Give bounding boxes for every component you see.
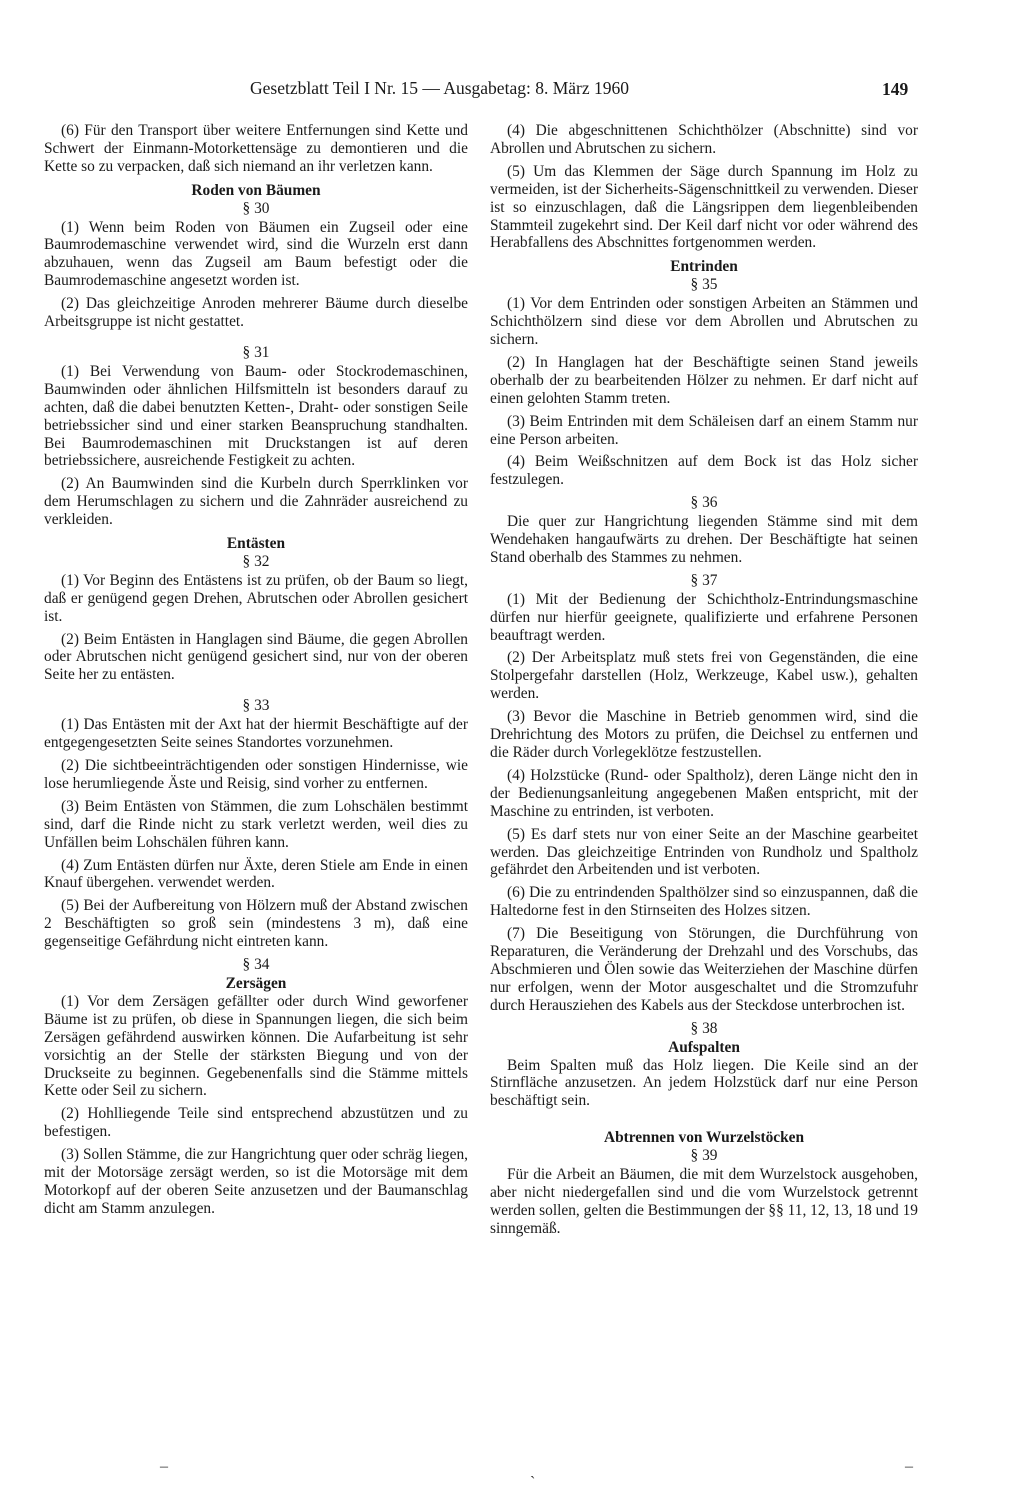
page-number: 149 [882,79,909,99]
paragraph: (2) Beim Entästen in Hanglagen sind Bäume, die gegen Abrollen oder Abrutschen nicht genügend gesichert sind, nur von der oberen Seite her zu entästen. [44,630,468,684]
left-column [44,122,468,1223]
section-heading: Roden von Bäumen [191,181,321,199]
paragraph: (3) Bevor die Maschine in Betrieb genommen wird, sind die Drehrichtung des Motors zu prüfen, die Deichsel zu entfernen und die Räder durch Vorlegeklötze festzustellen. [490,708,918,761]
paragraph: (2) Der Arbeitsplatz muß stets frei von Gegenständen, die eine Stolpergefahr darstellen (Holz, Werkzeuge, Kabel usw.), gehalten werden. [490,649,918,703]
scan-artifact: ˎ [530,1462,536,1479]
scan-artifact: – [905,1458,913,1475]
section-heading: Entrinden [670,258,738,276]
section-number: § 37 [690,571,718,589]
paragraph: (4) Die abgeschnittenen Schichthölzer (Abschnitte) sind vor Abrollen und Abrutschen zu sichern. [490,122,918,157]
paragraph: (2) An Baumwinden sind die Kurbeln durch Sperrklinken vor dem Herumschlagen zu sichern und die Zahnräder ausreichend zu verkleiden. [44,475,468,529]
section-number: § 39 [690,1147,718,1165]
paragraph: (1) Das Entästen mit der Axt hat der hiermit Beschäftigte auf der entgegengesetzten Seite seines Standortes vorzunehmen. [44,716,468,752]
paragraph: Beim Spalten muß das Holz liegen. Die Keile sind an der Stirnfläche anzusetzen. An jedem Holzstück darf nur eine Person beschäftigt sein. [490,1056,918,1110]
paragraph: (1) Mit der Bedienung der Schichtholz-Entrindungsmaschine dürfen nur hierfür geeignete, qualifizierte und erfahrene Personen beauftragt werden. [490,590,918,644]
paragraph: (3) Beim Entrinden mit dem Schäleisen darf an einem Stamm nur eine Person arbeiten. [490,412,918,448]
paragraph: (5) Es darf stets nur von einer Seite an der Maschine gearbeitet werden. Das gleichzeitige Entrinden von Rundholz und Spaltholz gefährdet den Arbeitenden und ist verboten. [490,825,918,879]
section-number: § 34 [242,956,270,974]
section-number: § 30 [242,199,270,217]
paragraph: (2) Hohlliegende Teile sind entsprechend abzustützen und zu befestigen. [44,1105,468,1141]
paragraph: Für die Arbeit an Bäumen, die mit dem Wurzelstock ausgehoben, aber nicht niedergefallen sind und die vom Wurzelstock getrennt werden sollen, gelten die Bestimmungen der §§ 11, 12, 13, 18 und 19 sinngemäß. [490,1166,918,1237]
section-number: § 35 [690,276,718,294]
paragraph: (4) Holzstücke (Rund- oder Spaltholz), deren Länge nicht den in der Bedienungsanleitung angegebenen Maßen entspricht, mit der Maschine zu entrinden, ist verboten. [490,766,918,820]
paragraph: (5) Um das Klemmen der Säge durch Spannung im Holz zu vermeiden, ist der Sicherheits-Sägenschnittkeil zu verwenden. Dieser ist so einzuschlagen, daß die Längsrippen dem liegenbleibenden Stammteil zugekehrt sind. Der Keil darf nicht vor oder während des Herabfallens des Abschnittes fortgenommen werden. [490,162,918,252]
running-header: Gesetzblatt Teil I Nr. 15 — Ausgabetag: 8. März 1960 [250,78,629,98]
paragraph: (3) Sollen Stämme, die zur Hangrichtung quer oder schräg liegen, mit der Motorsäge zersägt werden, so ist die Motorsäge mit dem Motorkopf auf der oberen Seite anzusetzen und der Baumanschlag dicht am Stamm anzulegen. [44,1146,468,1217]
paragraph: (1) Bei Verwendung von Baum- oder Stockrodemaschinen, Baumwinden oder ähnlichen Hilfsmitteln ist besonders darauf zu achten, daß die dabei benutzten Ketten-, Draht- oder sonstigen Seile betriebssicher sind und einer starken Beanspruchung standhalten. Bei Baumrodemaschinen mit Druckstangen ist auf deren betriebssichere, ausreichende Festigkeit zu achten. [44,362,468,470]
paragraph: (1) Wenn beim Roden von Bäumen ein Zugseil oder eine Baumrodemaschine verwendet wird, sind die Wurzeln erst dann abzuhauen, wenn das Zugseil am Baum befestigt oder die Baumrodemaschine angesetzt worden ist. [44,218,468,290]
section-number: § 32 [242,552,270,570]
right-column [490,122,918,1243]
section-number: § 31 [242,343,270,361]
paragraph: (6) Für den Transport über weitere Entfernungen sind Kette und Schwert der Einmann-Motorkettensäge zu demontieren und die Kette so zu verpacken, daß sich niemand an ihr verletzen kann. [44,122,468,175]
paragraph: (5) Bei der Aufbereitung von Hölzern muß der Abstand zwischen 2 Beschäftigten so groß sein (mindestens 3 m), daß eine gegenseitige Gefährdung nicht eintreten kann. [44,897,468,951]
section-heading: Zersägen [225,974,287,992]
section-number: § 36 [690,494,718,512]
paragraph: Die quer zur Hangrichtung liegenden Stämme sind mit dem Wendehaken hangaufwärts zu drehen. Der Beschäftigte hat seinen Stand oberhalb des Stammes zu nehmen. [490,513,918,566]
scan-artifact: – [160,1458,168,1475]
section-heading: Entästen [226,535,286,553]
paragraph: (4) Beim Weißschnitzen auf dem Bock ist das Holz sicher festzulegen. [490,453,918,489]
paragraph: (2) Die sichtbeeinträchtigenden oder sonstigen Hindernisse, wie lose herumliegende Äste und Reisig, sind vorher zu entfernen. [44,757,468,792]
page-header [0,78,1024,104]
paragraph: (4) Zum Entästen dürfen nur Äxte, deren Stiele am Ende in einen Knauf übergehen. verwendet werden. [44,856,468,892]
paragraph: (2) In Hanglagen hat der Beschäftigte seinen Stand jeweils oberhalb der zu bearbeitenden Hölzer zu nehmen. Er darf nicht auf einen gelohten Stamm treten. [490,353,918,407]
section-number: § 33 [242,697,270,715]
section-heading: Abtrennen von Wurzelstöcken [603,1129,805,1147]
paragraph: (3) Beim Entästen von Stämmen, die zum Lohschälen bestimmt sind, darf die Rinde nicht zu stark verletzt werden, weil dies zu Unfällen beim Lohschälen führen kann. [44,797,468,851]
section-heading: Aufspalten [668,1038,740,1056]
paragraph: (1) Vor dem Zersägen gefällter oder durch Wind geworfener Bäume ist zu prüfen, ob diese in Spannungen liegen, die sich beim Zersägen gefährdend auswirken können. Die Aufarbeitung ist sehr vorsichtig an der Stelle der stärksten Biegung und von der Druckseite zu beginnen. Gegebenenfalls sind die Stämme mittels Kette oder Seil zu sichern. [44,992,468,1100]
section-number: § 38 [690,1019,718,1037]
paragraph: (1) Vor Beginn des Entästens ist zu prüfen, ob der Baum so liegt, daß er genügend gegen Drehen, Abrutschen oder Abrollen gesichert ist. [44,571,468,625]
paragraph: (7) Die Beseitigung von Störungen, die Durchführung von Reparaturen, die Veränderung der Drehzahl und des Vorschubs, das Abschmieren und Ölen sowie das Weiterziehen der Maschine dürfen nur erfolgen, wenn der Motor ausgeschaltet und die Stromzufuhr durch Herausziehen des Kabels aus der Steckdose unterbrochen ist. [490,925,918,1014]
paragraph: (2) Das gleichzeitige Anroden mehrerer Bäume durch dieselbe Arbeitsgruppe ist nicht gestattet. [44,295,468,331]
paragraph: (1) Vor dem Entrinden oder sonstigen Arbeiten an Stämmen und Schichthölzern sind diese vor dem Abrollen und Abrutschen zu sichern. [490,295,918,348]
paragraph: (6) Die zu entrindenden Spalthölzer sind so einzuspannen, daß die Haltedorne fest in den Stirnseiten des Holzes sitzen. [490,884,918,920]
